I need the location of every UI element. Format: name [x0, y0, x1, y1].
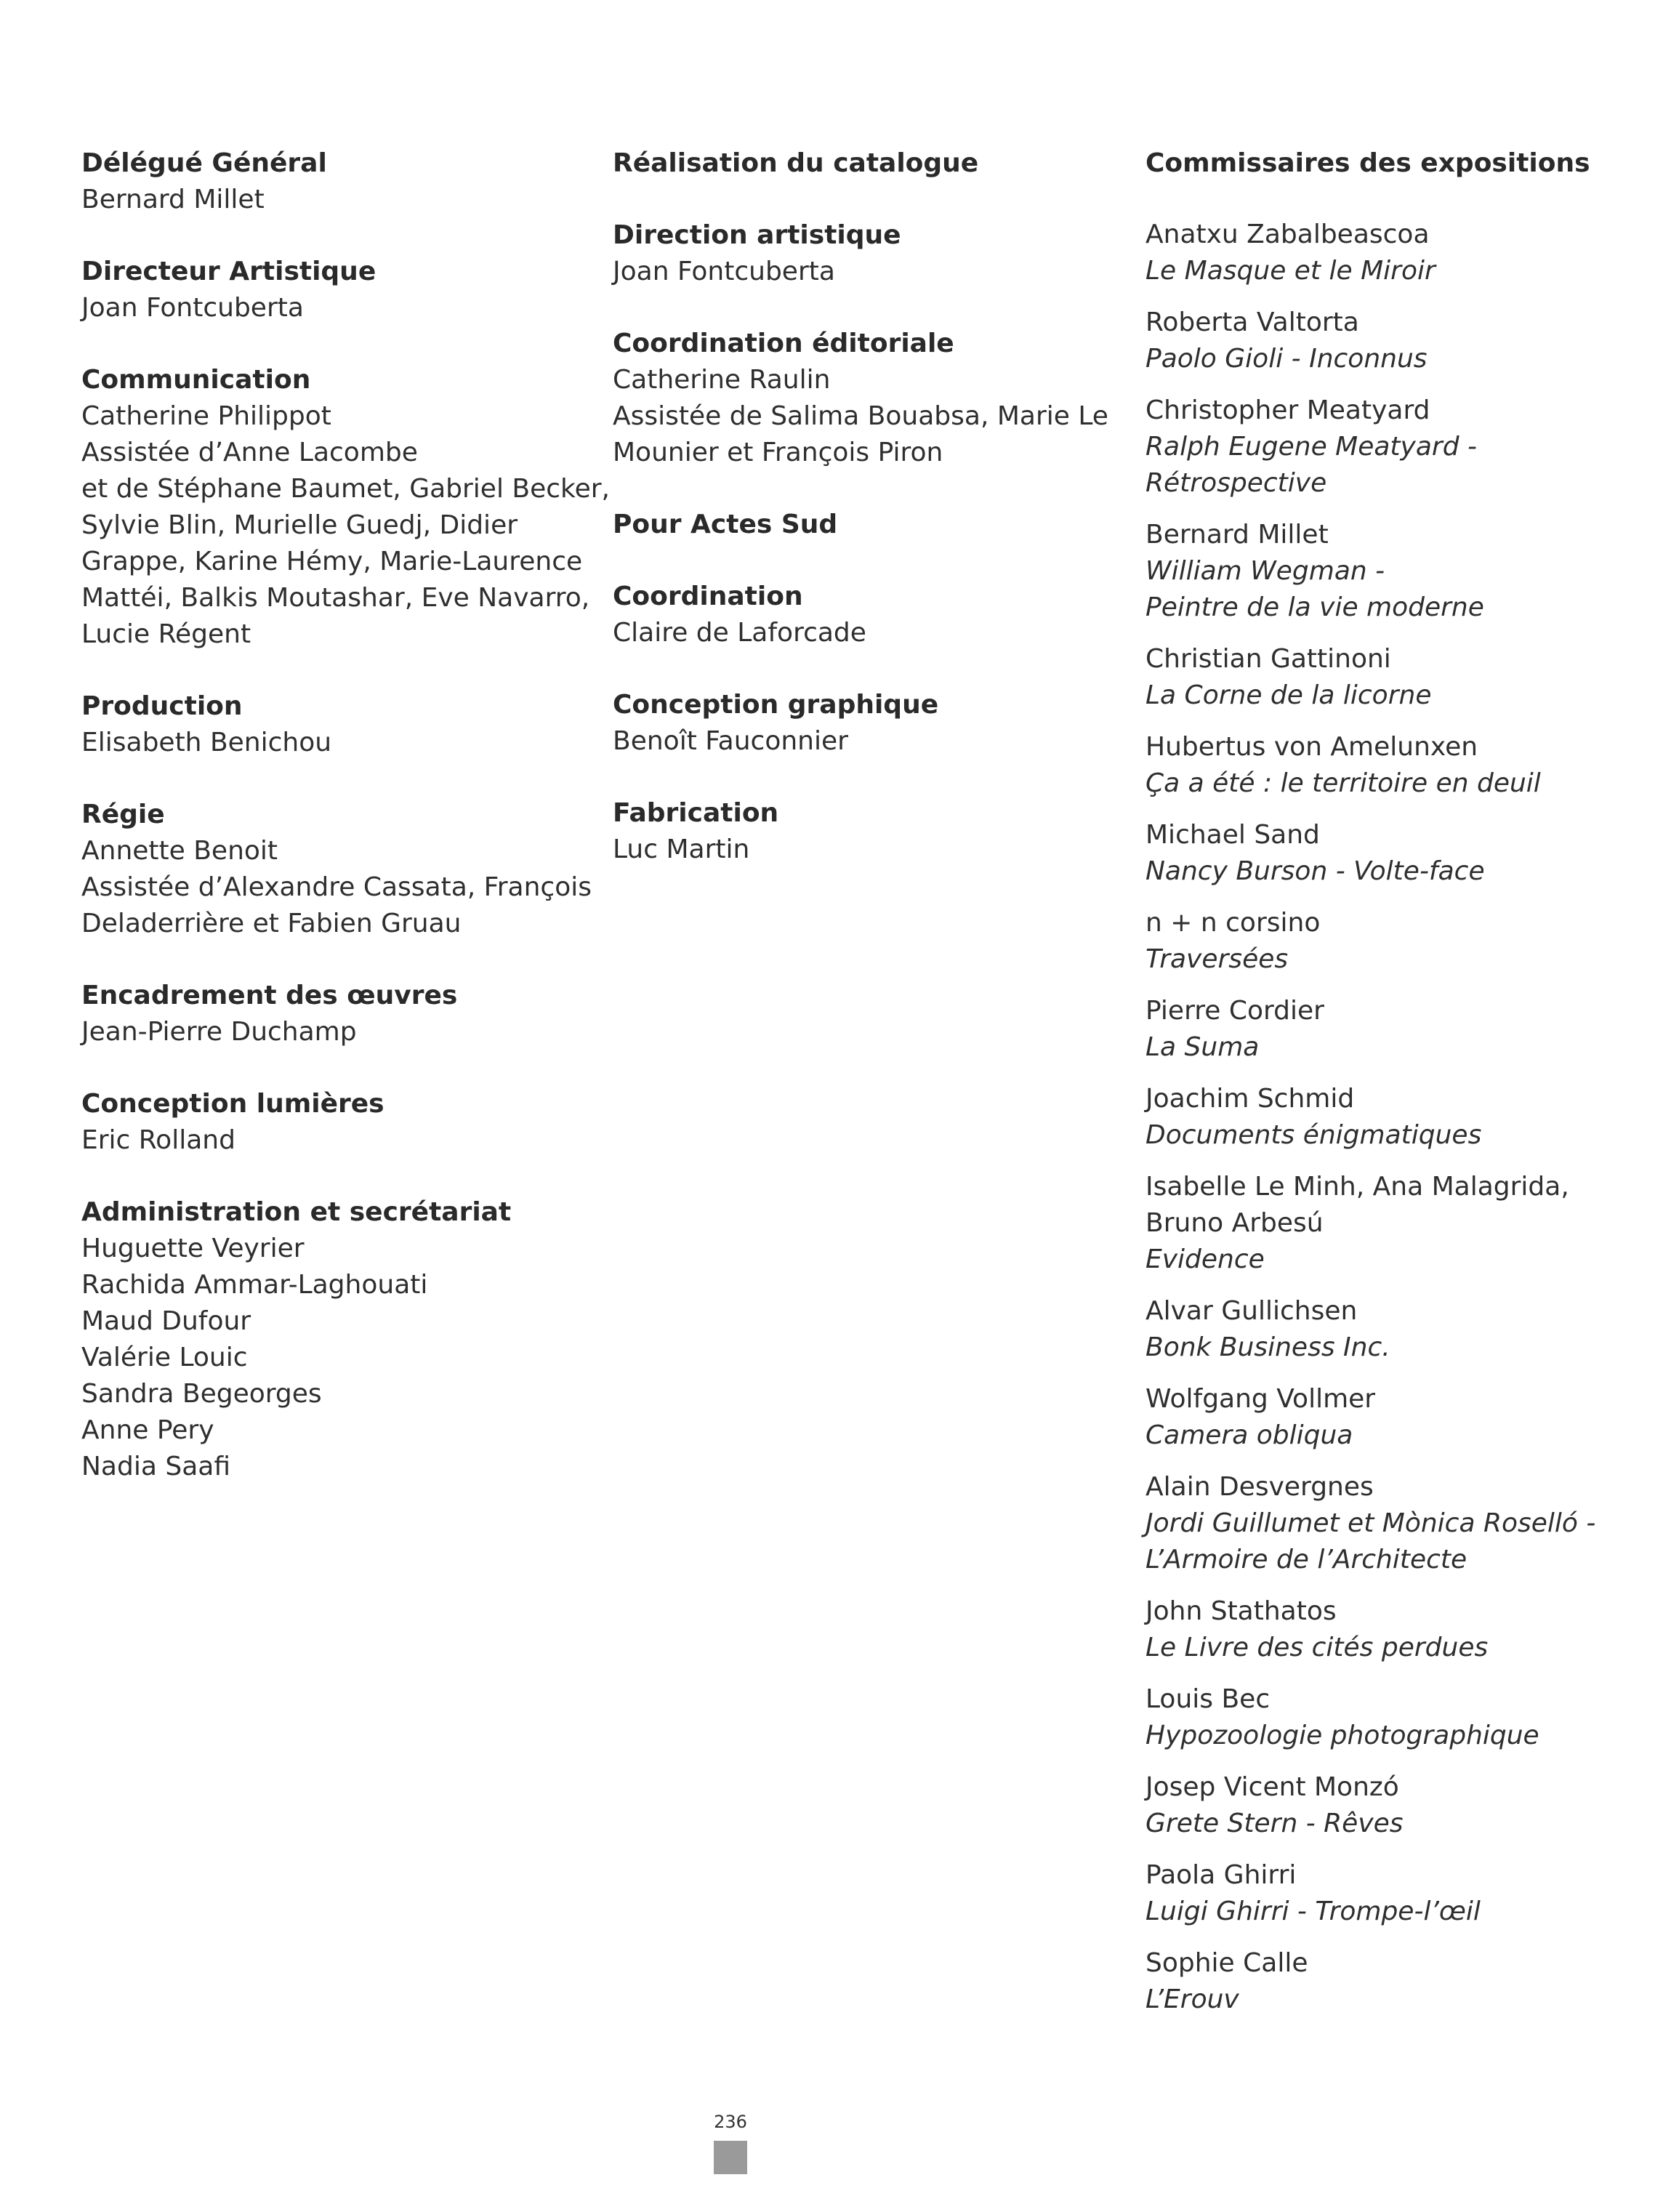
credits-column-catalogue	[613, 145, 1122, 904]
credit-section	[613, 217, 1122, 290]
exhibition-title: Jordi Guillumet et Mònica Roselló -	[1145, 1508, 1596, 1538]
curator-name: Hubertus von Amelunxen	[1145, 732, 1478, 762]
exhibition-title: Bonk Business Inc.	[1145, 1332, 1390, 1362]
curator-name: Sophie Calle	[1145, 1948, 1308, 1978]
credit-section	[81, 362, 610, 653]
section-line: Joan Fontcuberta	[81, 293, 304, 323]
exhibition-title: Grete Stern - Rêves	[1145, 1809, 1404, 1838]
curator-entry	[1145, 517, 1647, 626]
curator-entry	[1145, 1469, 1647, 1578]
section-heading: Conception lumières	[81, 1089, 384, 1119]
section-line: Catherine Raulin	[613, 365, 831, 395]
exhibition-title: Evidence	[1145, 1244, 1265, 1274]
credit-section	[81, 797, 590, 942]
section-line: Assistée de Salima Bouabsa, Marie Le	[613, 401, 1108, 431]
section-line: Deladerrière et Fabien Gruau	[81, 909, 462, 938]
credit-section	[81, 254, 590, 326]
curator-entry	[1145, 305, 1647, 377]
section-line: Lucie Régent	[81, 619, 251, 649]
exhibition-title: La Corne de la licorne	[1145, 680, 1432, 710]
credit-section	[613, 326, 1122, 471]
section-heading: Fabrication	[613, 798, 779, 828]
curator-name: Pierre Cordier	[1145, 996, 1324, 1026]
curator-entry	[1145, 1293, 1647, 1366]
curator-name: Christopher Meatyard	[1145, 395, 1430, 425]
section-line: Catherine Philippot	[81, 401, 331, 431]
section-line: et de Stéphane Baumet, Gabriel Becker,	[81, 474, 610, 504]
curator-name: Christian Gattinoni	[1145, 644, 1391, 674]
exhibition-title: Hypozoologie photographique	[1145, 1721, 1539, 1750]
section-line: Jean-Pierre Duchamp	[81, 1017, 357, 1047]
exhibition-title: Peintre de la vie moderne	[1145, 592, 1484, 622]
curator-entry	[1145, 1381, 1647, 1454]
curator-entry	[1145, 1769, 1647, 1842]
curator-name: n + n corsino	[1145, 908, 1321, 938]
curator-entry	[1145, 393, 1647, 502]
section-line: Joan Fontcuberta	[613, 257, 835, 286]
section-line: Rachida Ammar-Laghouati	[81, 1270, 428, 1300]
exhibition-title: Documents énigmatiques	[1145, 1120, 1482, 1150]
curator-name: Isabelle Le Minh, Ana Malagrida, Bruno Arbesú	[1145, 1172, 1569, 1238]
credit-section	[613, 687, 1122, 760]
section-line: Mattéi, Balkis Moutashar, Eve Navarro,	[81, 583, 590, 613]
exhibition-title: Ralph Eugene Meatyard - Rétrospective	[1145, 432, 1477, 498]
section-line: Valérie Louic	[81, 1343, 248, 1372]
credit-section	[81, 978, 590, 1050]
section-line: Nadia Saafi	[81, 1452, 230, 1481]
curator-name: Michael Sand	[1145, 820, 1320, 850]
credits-column-curators	[1145, 145, 1647, 2033]
curator-name: Bernard Millet	[1145, 520, 1329, 550]
exhibition-title: Nancy Burson - Volte-face	[1145, 856, 1485, 886]
exhibition-title: Le Livre des cités perdues	[1145, 1633, 1489, 1662]
section-line: Mounier et François Piron	[613, 438, 943, 467]
section-heading: Direction artistique	[613, 220, 901, 250]
section-heading: Coordination	[613, 582, 803, 611]
section-line: Sylvie Blin, Murielle Guedj, Didier	[81, 510, 518, 540]
section-heading: Régie	[81, 800, 165, 829]
section-line: Sandra Begeorges	[81, 1379, 322, 1409]
credit-section	[613, 795, 1122, 868]
curator-name: Josep Vicent Monzó	[1145, 1772, 1399, 1802]
exhibition-title: Paolo Gioli - Inconnus	[1145, 344, 1428, 374]
section-line: Elisabeth Benichou	[81, 728, 332, 757]
section-line: Luc Martin	[613, 834, 750, 864]
section-heading: Coordination éditoriale	[613, 329, 954, 358]
curator-entry	[1145, 217, 1647, 289]
credit-section	[81, 1194, 590, 1485]
section-line: Maud Dufour	[81, 1306, 251, 1336]
credit-section	[613, 579, 1122, 651]
curators-heading: Commissaires des expositions	[1145, 148, 1590, 178]
curator-list	[1145, 217, 1647, 2018]
credits-column-left	[81, 145, 610, 1521]
curator-entry	[1145, 1169, 1647, 1278]
curator-entry	[1145, 641, 1647, 714]
curator-entry	[1145, 1857, 1647, 1930]
section-heading: Directeur Artistique	[81, 257, 377, 286]
section-line: Huguette Veyrier	[81, 1234, 305, 1263]
section-line: Benoît Fauconnier	[613, 726, 848, 756]
credit-section	[81, 145, 590, 218]
section-heading: Encadrement des œuvres	[81, 981, 458, 1010]
section-heading: Réalisation du catalogue	[613, 148, 979, 178]
page-number: 236	[714, 2112, 747, 2132]
credit-section	[81, 1086, 590, 1159]
section-line: Annette Benoit	[81, 836, 278, 866]
section-heading: Production	[81, 691, 243, 721]
credit-section	[81, 688, 590, 761]
section-heading: Administration et secrétariat	[81, 1197, 512, 1227]
curator-entry	[1145, 905, 1647, 978]
section-line: Claire de Laforcade	[613, 618, 866, 648]
section-line: Grappe, Karine Hémy, Marie-Laurence	[81, 547, 583, 576]
exhibition-title: Camera obliqua	[1145, 1420, 1353, 1450]
credit-section	[613, 145, 1122, 182]
exhibition-title: Luigi Ghirri - Trompe-l’œil	[1145, 1897, 1481, 1926]
section-heading: Délégué Général	[81, 148, 327, 178]
section-heading: Communication	[81, 365, 311, 395]
curator-name: Paola Ghirri	[1145, 1860, 1297, 1890]
exhibition-title: L’Armoire de l’Architecte	[1145, 1545, 1467, 1574]
curator-entry	[1145, 729, 1647, 802]
curator-entry	[1145, 1081, 1647, 1154]
page-marker-square	[714, 2141, 747, 2174]
curator-name: Roberta Valtorta	[1145, 307, 1359, 337]
section-line: Assistée d’Anne Lacombe	[81, 438, 418, 467]
section-line: Anne Pery	[81, 1415, 214, 1445]
curator-name: Joachim Schmid	[1145, 1084, 1355, 1114]
curator-entry	[1145, 817, 1647, 890]
curator-name: Wolfgang Vollmer	[1145, 1384, 1376, 1414]
section-line: Eric Rolland	[81, 1125, 235, 1155]
section-line: Bernard Millet	[81, 185, 265, 214]
exhibition-title: William Wegman -	[1145, 556, 1385, 586]
curator-entry	[1145, 1681, 1647, 1754]
curator-name: Louis Bec	[1145, 1684, 1271, 1714]
curator-name: Anatxu Zabalbeascoa	[1145, 220, 1430, 249]
section-line: Assistée d’Alexandre Cassata, François	[81, 872, 592, 902]
curator-entry	[1145, 1593, 1647, 1666]
curator-entry	[1145, 993, 1647, 1066]
exhibition-title: L’Erouv	[1145, 1984, 1239, 2014]
exhibition-title: Traversées	[1145, 944, 1289, 974]
curator-name: John Stathatos	[1145, 1596, 1337, 1626]
curator-name: Alain Desvergnes	[1145, 1472, 1374, 1502]
section-heading: Conception graphique	[613, 690, 939, 720]
section-heading: Pour Actes Sud	[613, 510, 838, 539]
curator-entry	[1145, 1945, 1647, 2018]
credit-section	[613, 507, 1122, 543]
exhibition-title: Ça a été : le territoire en deuil	[1145, 768, 1541, 798]
exhibition-title: La Suma	[1145, 1032, 1260, 1062]
curator-name: Alvar Gullichsen	[1145, 1296, 1358, 1326]
exhibition-title: Le Masque et le Miroir	[1145, 256, 1436, 286]
